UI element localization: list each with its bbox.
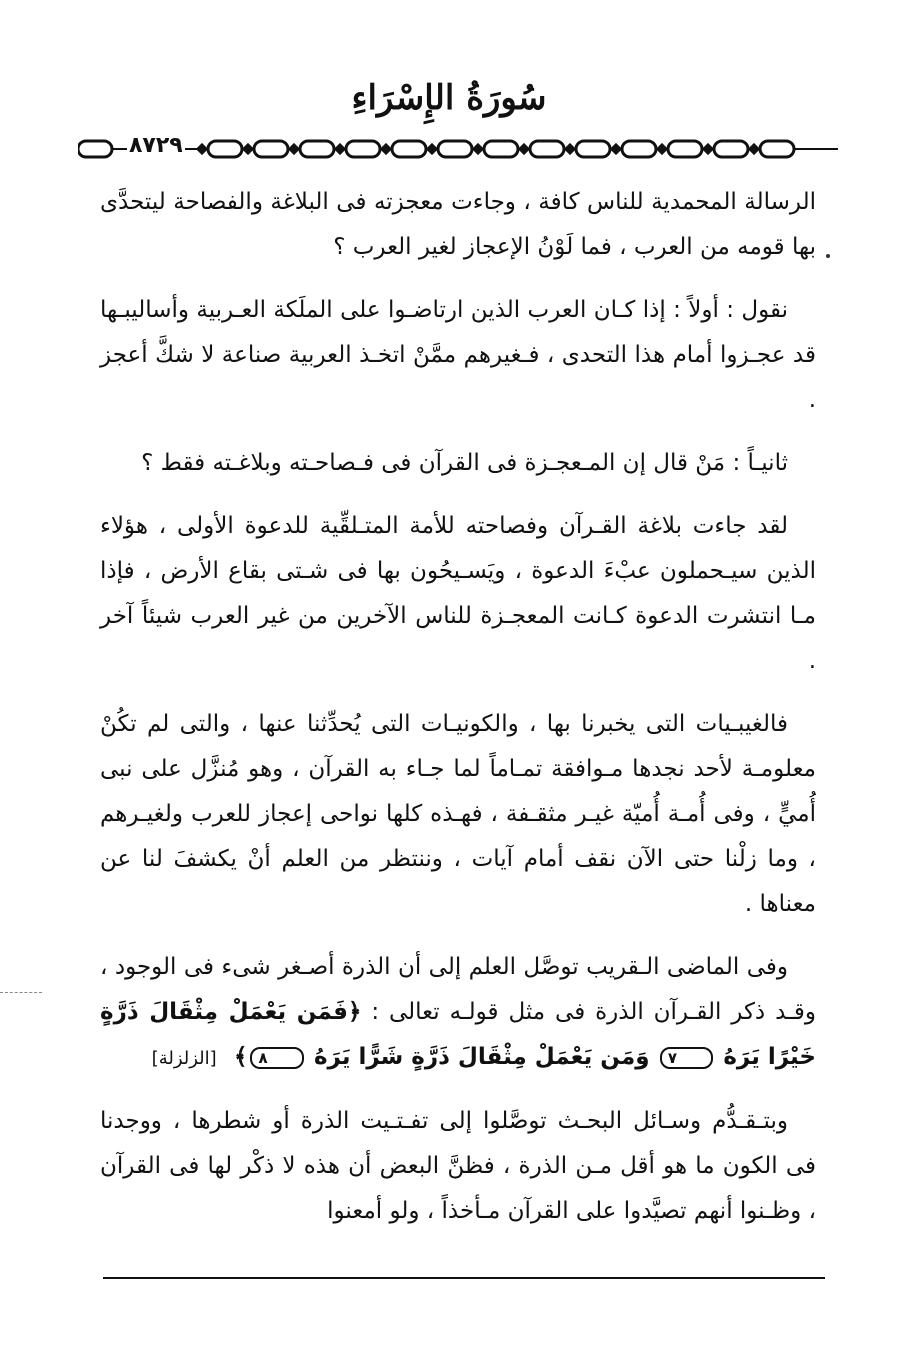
ornament-diamond <box>520 145 528 153</box>
ornament-oval <box>714 141 748 157</box>
ayah-number-8: ٨ <box>250 1047 303 1069</box>
ornament-oval <box>438 141 472 157</box>
ornament-diamond <box>290 145 298 153</box>
ornament-oval <box>208 141 242 157</box>
quran-verse-part1: فَمَن يَعْمَلْ مِثْقَالَ ذَرَّةٍ خَيْرًا يَرَهُ <box>100 999 816 1070</box>
page-number: ٨٧٢٩ <box>129 133 183 158</box>
footer-rule <box>103 1277 825 1279</box>
ornament-diamond <box>336 145 344 153</box>
margin-mark <box>0 992 42 994</box>
paragraph-3: ثانيـاً : مَنْ قال إن المـعجـزة فى القرآن فى فـصاحـته وبلاغـته فقط ؟ <box>141 450 788 476</box>
ornament-oval <box>300 141 334 157</box>
ornament-diamond <box>566 145 574 153</box>
paragraph-2: نقول : أولاً : إذا كـان العرب الذين ارتاضـوا على الملَكة العـربية وأساليبـها قد عجـزوا أمام هذا التحدى ، فـغيرهم ممَّنْ اتخـذ العربية صناعة لا شكَّ أعجز . <box>100 297 816 413</box>
ornament-diamond <box>704 145 712 153</box>
paragraph-1: الرسالة المحمدية للناس كافة ، وجاءت معجزته فى البلاغة والفصاحة ليتحدَّى بها قومه من العرب ، فما لَوْنُ الإعجاز لغير العرب ؟ <box>100 189 816 260</box>
ornament-oval <box>576 141 610 157</box>
ornament-oval <box>484 141 518 157</box>
ornament-diamond <box>198 145 206 153</box>
verse-open-bracket: ﴿ <box>347 999 362 1025</box>
sura-reference: [الزلزلة] <box>151 1048 217 1069</box>
ornament-oval <box>392 141 426 157</box>
verse-close-bracket: ﴾ <box>234 1044 248 1070</box>
ornament-oval <box>78 141 112 157</box>
ayah-number-7: ٧ <box>660 1047 713 1069</box>
ornament-diamond <box>382 145 390 153</box>
surah-title: سُورَةُ الإِسْرَاءِ <box>351 78 547 118</box>
ornament-oval <box>530 141 564 157</box>
verse-intro: وفى الماضى الـقريب توصَّل العلم إلى أن الذرة أصـغر شىء فى الوجود ، وقـد ذكر القـرآن الذرة فى مثل قولـه تعالى : <box>100 954 816 1025</box>
paragraph-7: وبتـقـدُّم وسـائل البحـث توصَّلوا إلى تفـتـيت الذرة أو شطرها ، ووجدنا فى الكون ما هو أقل مـن الذرة ، فظنَّ البعض أن هذه لا ذكْر لها فى القرآن ، وظـنوا أنهم تصيَّدوا على القرآن مـأخذاً ، ولو أمعنوا <box>100 1108 816 1224</box>
margin-dot <box>826 254 830 258</box>
ornament-oval <box>254 141 288 157</box>
ornament-diamond <box>244 145 252 153</box>
ornament-diamond <box>474 145 482 153</box>
ornament-diamond <box>658 145 666 153</box>
quran-verse-part2: وَمَن يَعْمَلْ مِثْقَالَ ذَرَّةٍ شَرًّا يَرَهُ <box>313 1044 650 1070</box>
body-text <box>100 180 816 1252</box>
ornament-diamond <box>428 145 436 153</box>
ornament-oval <box>760 141 794 157</box>
ornament-diamond <box>612 145 620 153</box>
paragraph-5: فالغيبـيات التى يخبرنا بها ، والكونيـات التى يُحدِّثنا عنها ، والتى لم تكُنْ معلومـة لأحد نجدها مـوافقة تمـاماً لما جـاء به القرآن ، وهو مُنزَّل على نبى أُميٍّ ، وفى أُمـة أُميّة غيـر مثقـفة ، فهـذه كلها نواحى إعجاز للعرب ولغيـرهم ، وما زلْنا حتى الآن نقف أمام آيات ، وننتظر من العلم أنْ يكشفَ لنا عن معناها . <box>100 711 816 917</box>
ornament-oval <box>668 141 702 157</box>
paragraph-6-verse <box>100 945 816 1081</box>
header-ornament-border <box>78 137 838 161</box>
ornament-oval <box>346 141 380 157</box>
paragraph-4: لقد جاءت بلاغة القـرآن وفصاحته للأمة المتـلقِّية للدعوة الأولى ، هؤلاء الذين سيـحملون عبْءَ الدعوة ، ويَسـيحُون بها فى شـتى بقاع الأرض ، فإذا مـا انتشرت الدعوة كـانت المعجـزة للناس الآخرين من غير العرب شيئاً آخر . <box>100 513 816 674</box>
ornament-oval <box>622 141 656 157</box>
ornament-diamond <box>750 145 758 153</box>
